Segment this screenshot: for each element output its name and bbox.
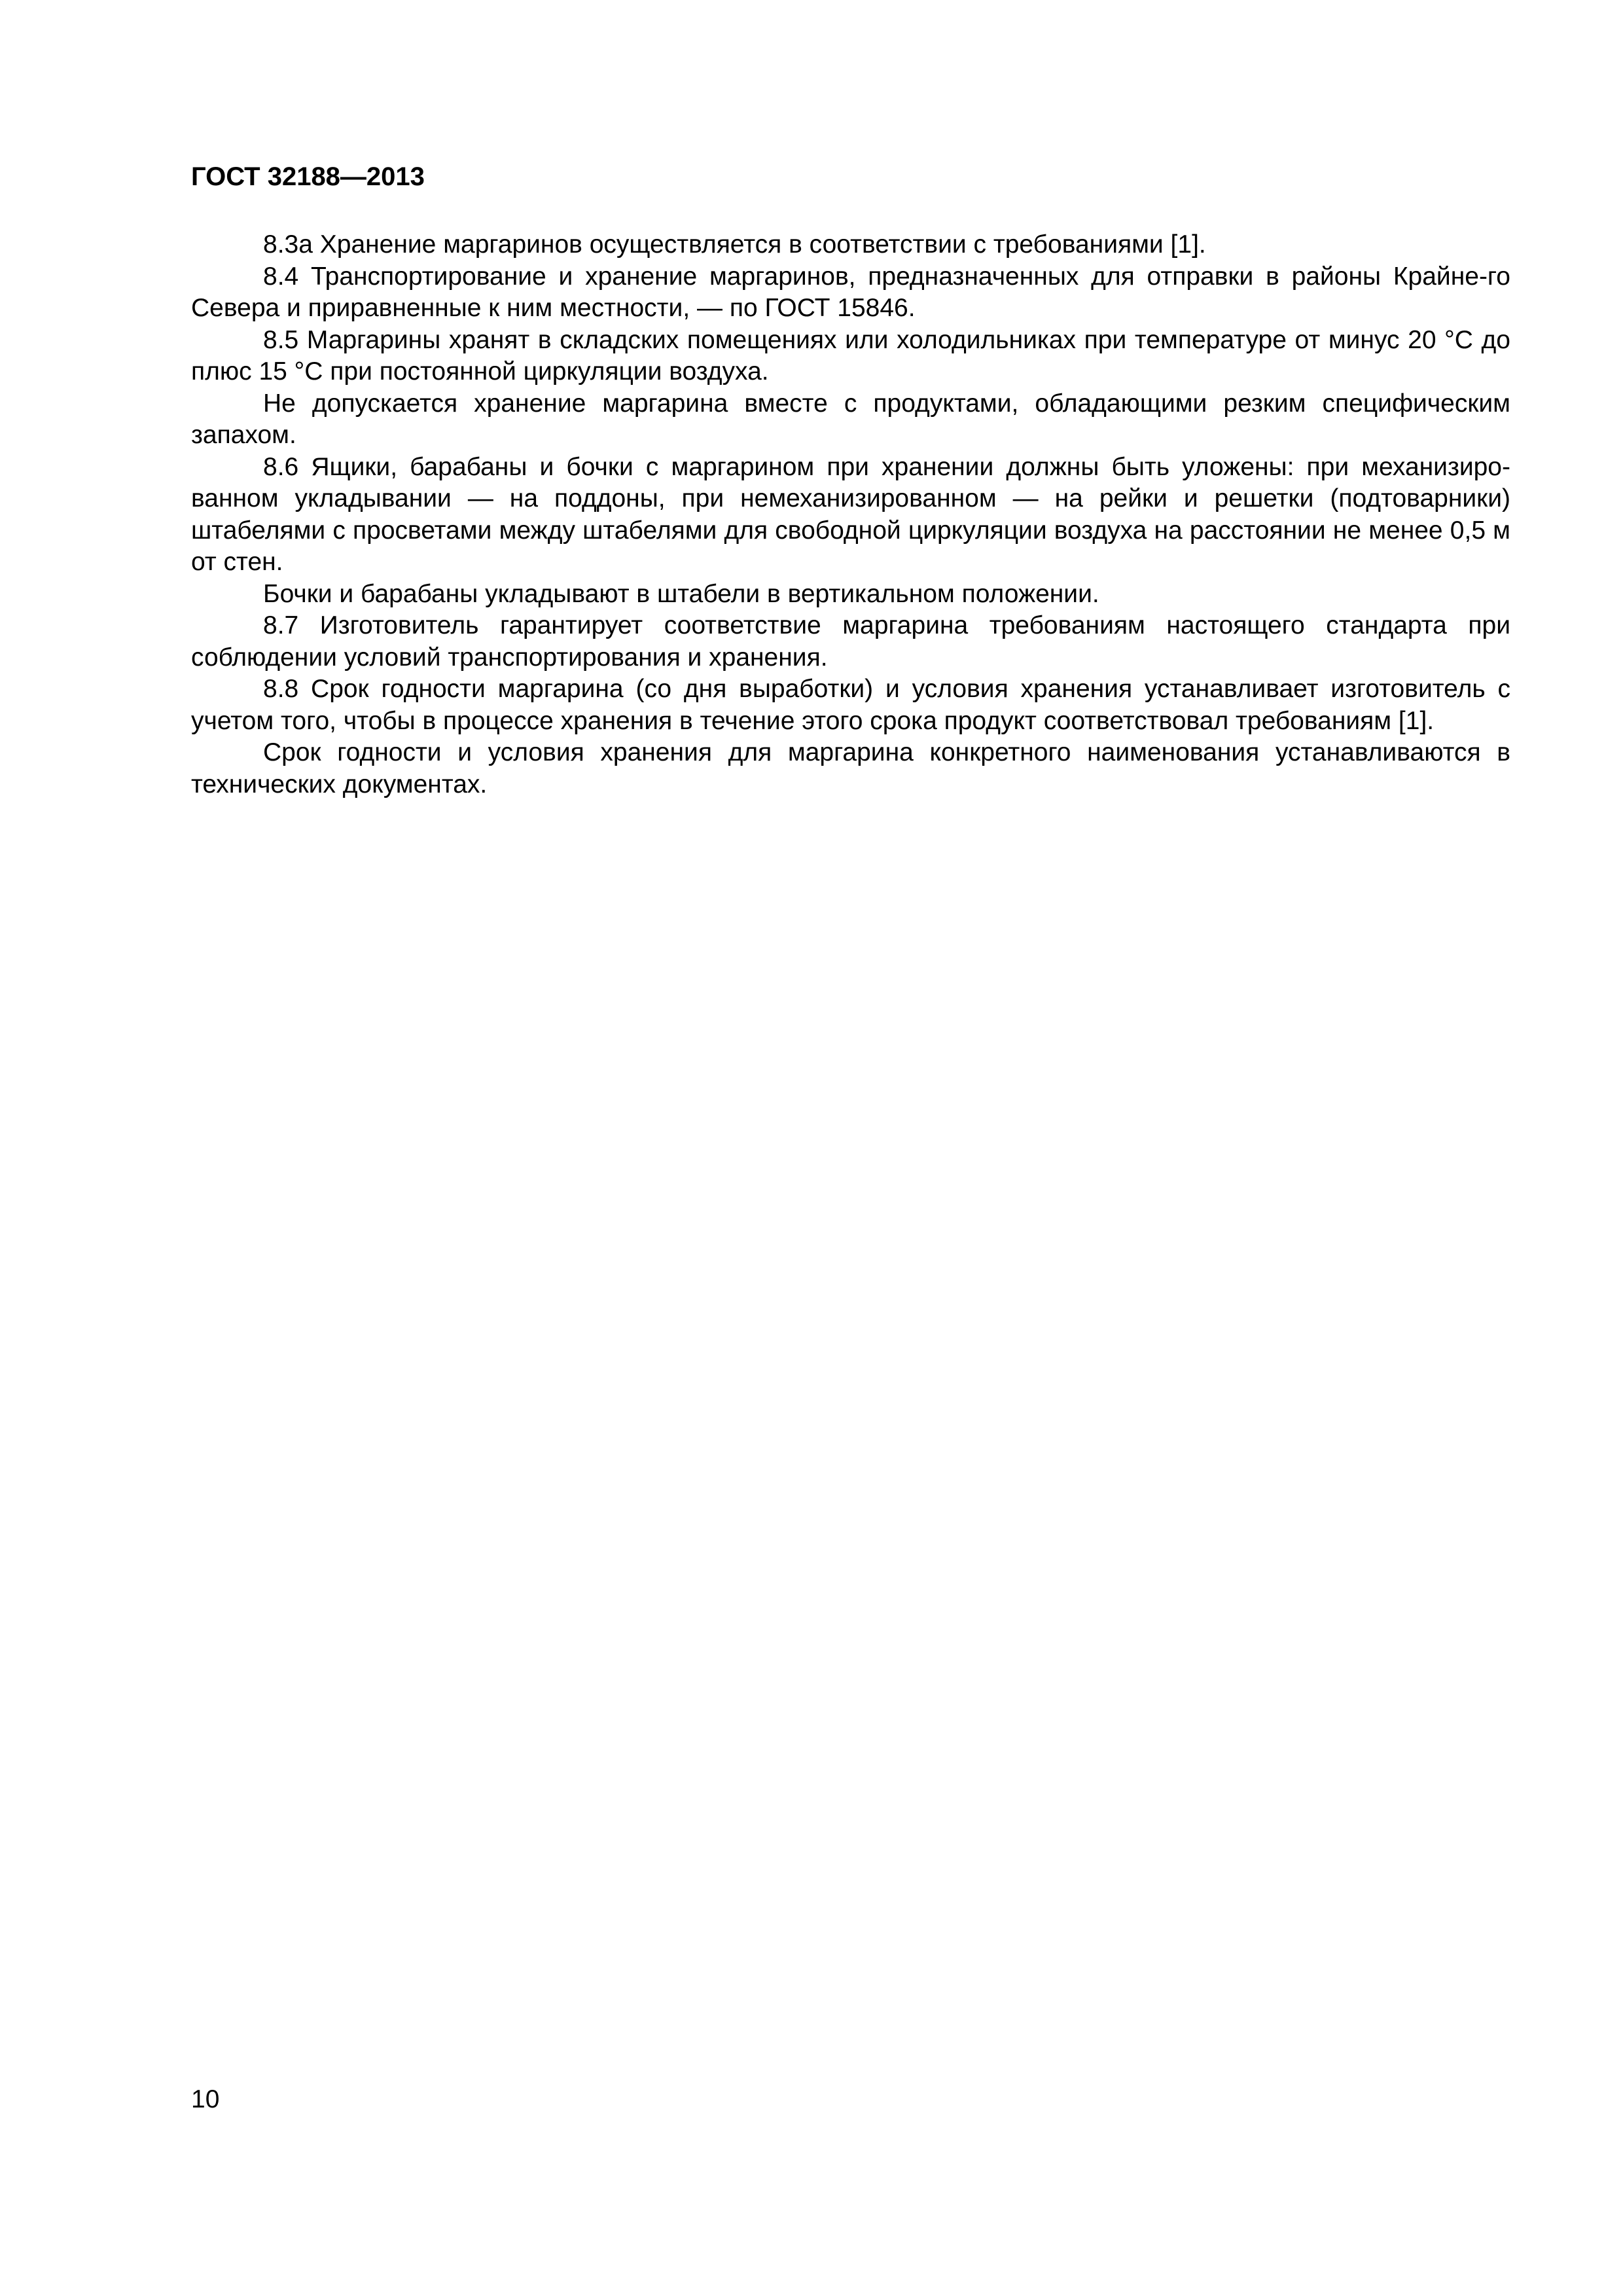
paragraph-8-8: 8.8 Срок годности маргарина (со дня выработки) и условия хранения устанавливает изготовитель с учетом того, чтобы в процессе хранения в течение этого срока продукт соответствовал требованиям [1]. [191, 675, 1510, 735]
document-body [191, 229, 1510, 800]
paragraph-8-5-note: Не допускается хранение маргарина вместе с продуктами, обладающими резким специфическим запахом. [191, 389, 1510, 449]
document-header: ГОСТ 32188—2013 [191, 162, 425, 191]
page-number: 10 [191, 2085, 220, 2113]
paragraph-8-4: 8.4 Транспортирование и хранение маргаринов, предназначенных для отправки в районы Крайне-го Севера и приравненные к ним местности, — по ГОСТ 15846. [191, 262, 1510, 322]
paragraph-8-7: 8.7 Изготовитель гарантирует соответствие маргарина требованиям настоящего стандарта при соблюдении условий транспортирования и хранения. [191, 611, 1510, 672]
paragraph-8-3a: 8.3а Хранение маргаринов осуществляется в соответствии с требованиями [1]. [263, 230, 1206, 259]
paragraph-8-5: 8.5 Маргарины хранят в складских помещениях или холодильниках при температуре от минус 20 °С до плюс 15 °С при постоянной циркуляции воздуха. [191, 325, 1510, 386]
paragraph-8-8-note: Срок годности и условия хранения для маргарина конкретного наименования устанавливаются в технических документах. [191, 738, 1510, 798]
paragraph-8-6-note: Бочки и барабаны укладывают в штабели в вертикальном положении. [263, 579, 1099, 608]
paragraph-8-6: 8.6 Ящики, барабаны и бочки с маргарином при хранении должны быть уложены: при механизиро-ванном укладывании — на поддоны, при немеханизированном — на рейки и решетки (подтоварники) штабелями с просветами между штабелями для свободной циркуляции воздуха на расстоянии не менее 0,5 м от стен. [191, 452, 1510, 576]
